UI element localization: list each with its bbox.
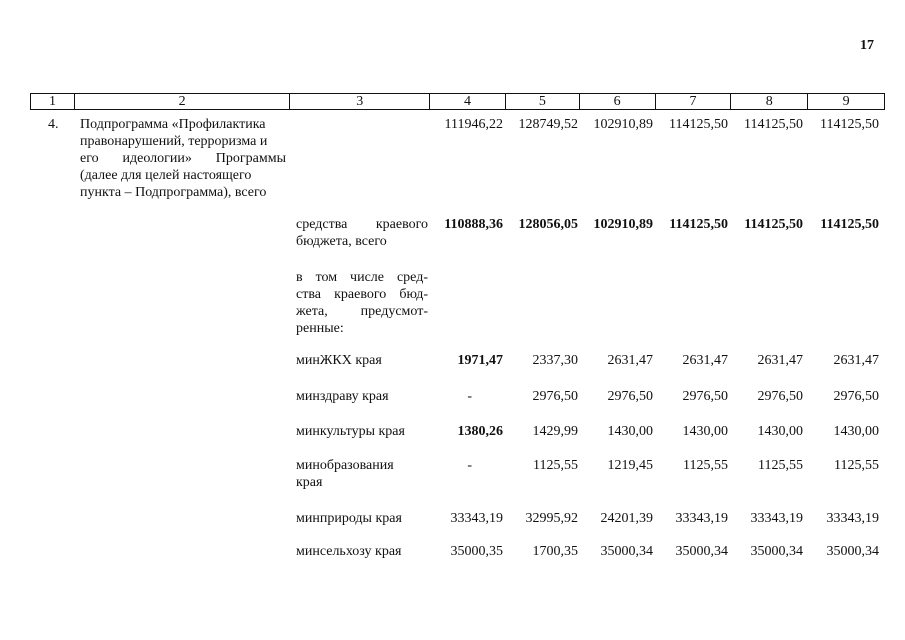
value-cell: 128056,05 — [518, 217, 578, 232]
value-cell: 2631,47 — [833, 353, 879, 368]
value-cell: 1380,26 — [457, 424, 503, 439]
value-cell: 1125,55 — [683, 458, 728, 473]
label-line: ренные: — [296, 321, 344, 336]
value-cell: 24201,39 — [600, 511, 653, 526]
label-line: минсельхозу края — [296, 544, 402, 559]
label-line: минприроды края — [296, 511, 402, 526]
header-cell: 7 — [656, 94, 732, 109]
value-cell: 114125,50 — [669, 217, 728, 232]
value-cell: 33343,19 — [826, 511, 879, 526]
value-cell: 35000,34 — [826, 544, 879, 559]
value-cell: 2976,50 — [532, 389, 578, 404]
value-cell: 2337,30 — [532, 353, 578, 368]
value-cell: 110888,36 — [444, 217, 503, 232]
value-cell: 128749,52 — [518, 117, 578, 132]
description-line: правонарушений, терроризма и — [80, 134, 268, 149]
value-cell: 2976,50 — [682, 389, 728, 404]
header-cell: 2 — [75, 94, 291, 109]
value-cell: 1125,55 — [533, 458, 578, 473]
value-cell: 1125,55 — [758, 458, 803, 473]
description-line: Подпрограмма «Профилактика — [80, 117, 266, 132]
header-cell: 5 — [506, 94, 580, 109]
row-label — [296, 388, 428, 405]
value-cell: 1430,00 — [682, 424, 728, 439]
value-cell: 102910,89 — [593, 217, 653, 232]
value-cell: 102910,89 — [593, 117, 653, 132]
value-cell: 2976,50 — [607, 389, 653, 404]
label-line: минздраву края — [296, 389, 389, 404]
label-line: в том числе сред- — [296, 270, 428, 285]
row-label — [296, 216, 428, 250]
row-label — [296, 457, 428, 491]
value-cell: 1430,00 — [833, 424, 879, 439]
value-cell: 114125,50 — [669, 117, 728, 132]
value-cell: 1429,99 — [532, 424, 578, 439]
value-cell: 33343,19 — [750, 511, 803, 526]
value-cell: 2976,50 — [757, 389, 803, 404]
header-cell: 4 — [430, 94, 506, 109]
label-line: минкультуры края — [296, 424, 405, 439]
value-cell: 2631,47 — [682, 353, 728, 368]
table-header-row — [30, 93, 885, 110]
row-label — [296, 352, 428, 369]
description-line: пункта – Подпрограмма), всего — [80, 185, 267, 200]
label-line: края — [296, 475, 323, 490]
header-cell: 8 — [731, 94, 808, 109]
label-line: средства краевого — [296, 217, 428, 232]
value-cell: - — [467, 389, 472, 404]
row-label — [296, 543, 428, 560]
header-cell: 1 — [31, 94, 75, 109]
value-cell: 33343,19 — [675, 511, 728, 526]
row-label — [296, 269, 428, 337]
value-cell: 114125,50 — [820, 217, 879, 232]
value-cell: 1971,47 — [457, 353, 503, 368]
header-cell: 6 — [580, 94, 656, 109]
value-cell: - — [467, 458, 472, 473]
row-label — [296, 510, 428, 527]
value-cell: 1430,00 — [607, 424, 653, 439]
value-cell: 114125,50 — [820, 117, 879, 132]
item-number: 4. — [48, 117, 59, 132]
value-cell: 1430,00 — [757, 424, 803, 439]
value-cell: 35000,34 — [750, 544, 803, 559]
page-number: 17 — [860, 38, 874, 53]
label-line: минобразования — [296, 458, 394, 473]
value-cell: 2631,47 — [607, 353, 653, 368]
description-line: (далее для целей настоящего — [80, 168, 252, 183]
value-cell: 1219,45 — [607, 458, 653, 473]
value-cell: 35000,34 — [675, 544, 728, 559]
description-line: его идеологии» Программы — [80, 151, 286, 166]
value-cell: 35000,35 — [450, 544, 503, 559]
label-line: минЖКХ края — [296, 353, 382, 368]
row-label — [296, 423, 428, 440]
value-cell: 1125,55 — [834, 458, 879, 473]
item-description — [80, 116, 286, 201]
header-cell: 3 — [290, 94, 430, 109]
value-cell: 1700,35 — [532, 544, 578, 559]
value-cell: 111946,22 — [444, 117, 503, 132]
value-cell: 2631,47 — [757, 353, 803, 368]
label-line: жета, предусмот- — [296, 304, 428, 319]
label-line: бюджета, всего — [296, 234, 387, 249]
value-cell: 114125,50 — [744, 117, 803, 132]
value-cell: 2976,50 — [833, 389, 879, 404]
value-cell: 35000,34 — [600, 544, 653, 559]
value-cell: 33343,19 — [450, 511, 503, 526]
value-cell: 32995,92 — [525, 511, 578, 526]
header-cell: 9 — [842, 94, 850, 109]
label-line: ства краевого бюд- — [296, 287, 428, 302]
value-cell: 114125,50 — [744, 217, 803, 232]
